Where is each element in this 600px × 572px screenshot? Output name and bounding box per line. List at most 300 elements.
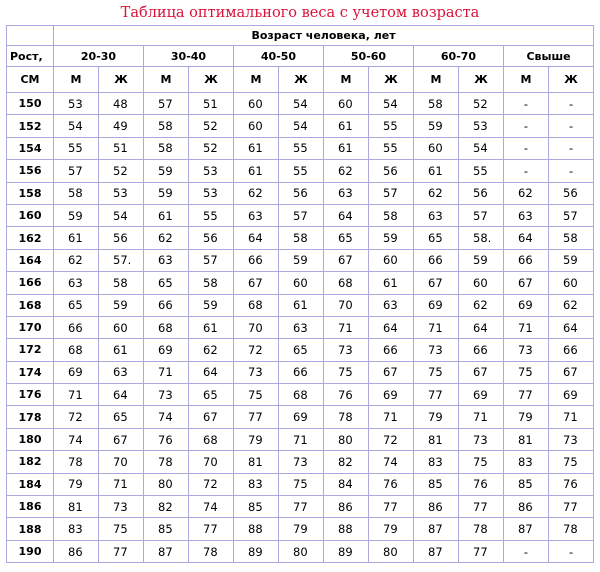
- male-weight-cell: 65: [54, 294, 99, 316]
- male-weight-cell: 62: [324, 160, 369, 182]
- table-row: [7, 518, 594, 540]
- female-weight-cell: 74: [189, 496, 234, 518]
- male-weight-cell: 61: [144, 204, 189, 226]
- male-weight-cell: 84: [324, 473, 369, 495]
- female-weight-cell: 54: [279, 93, 324, 115]
- table-row: [7, 451, 594, 473]
- male-weight-cell: 86: [504, 496, 549, 518]
- female-weight-cell: 69: [549, 384, 594, 406]
- male-weight-cell: 79: [504, 406, 549, 428]
- male-weight-cell: 63: [144, 249, 189, 271]
- table-title: Таблица оптимального веса с учетом возраста: [120, 5, 480, 21]
- female-weight-cell: 55: [459, 160, 504, 182]
- male-weight-cell: 57: [144, 93, 189, 115]
- male-weight-cell: -: [504, 160, 549, 182]
- female-weight-cell: 72: [369, 428, 414, 450]
- female-weight-cell: 75: [99, 518, 144, 540]
- male-weight-cell: 66: [414, 249, 459, 271]
- female-weight-cell: 62: [549, 294, 594, 316]
- male-weight-cell: 67: [234, 272, 279, 294]
- male-header: М: [234, 67, 279, 93]
- male-weight-cell: 81: [414, 428, 459, 450]
- female-weight-cell: 64: [99, 384, 144, 406]
- male-weight-cell: 60: [234, 93, 279, 115]
- female-header: Ж: [189, 67, 234, 93]
- female-weight-cell: 56: [549, 182, 594, 204]
- female-weight-cell: 64: [549, 316, 594, 338]
- female-weight-cell: 73: [279, 451, 324, 473]
- female-weight-cell: 51: [99, 137, 144, 159]
- table-row: [7, 384, 594, 406]
- male-weight-cell: 60: [414, 137, 459, 159]
- table-row: [7, 160, 594, 182]
- female-weight-cell: 75: [459, 451, 504, 473]
- male-weight-cell: 61: [324, 115, 369, 137]
- female-weight-cell: -: [549, 160, 594, 182]
- table-row: [7, 339, 594, 361]
- male-weight-cell: 77: [234, 406, 279, 428]
- male-weight-cell: 63: [54, 272, 99, 294]
- male-weight-cell: 61: [234, 160, 279, 182]
- female-weight-cell: 60: [459, 272, 504, 294]
- male-weight-cell: 67: [324, 249, 369, 271]
- male-weight-cell: 76: [144, 428, 189, 450]
- female-weight-cell: 60: [369, 249, 414, 271]
- male-weight-cell: 67: [504, 272, 549, 294]
- female-weight-cell: 79: [369, 518, 414, 540]
- female-weight-cell: 57: [549, 204, 594, 226]
- female-weight-cell: 64: [189, 361, 234, 383]
- male-weight-cell: 65: [324, 227, 369, 249]
- height-cell: 190: [7, 540, 54, 562]
- female-weight-cell: 71: [369, 406, 414, 428]
- female-weight-cell: 58: [99, 272, 144, 294]
- female-weight-cell: 68: [189, 428, 234, 450]
- female-weight-cell: 62: [459, 294, 504, 316]
- male-weight-cell: 75: [414, 361, 459, 383]
- female-weight-cell: 61: [369, 272, 414, 294]
- female-weight-cell: 75: [549, 451, 594, 473]
- male-weight-cell: 75: [324, 361, 369, 383]
- female-weight-cell: 57: [369, 182, 414, 204]
- female-weight-cell: 54: [369, 93, 414, 115]
- male-weight-cell: 72: [54, 406, 99, 428]
- male-weight-cell: 61: [54, 227, 99, 249]
- female-weight-cell: 77: [279, 496, 324, 518]
- female-weight-cell: 59: [189, 294, 234, 316]
- male-weight-cell: 71: [504, 316, 549, 338]
- male-weight-cell: 68: [54, 339, 99, 361]
- height-cell: 156: [7, 160, 54, 182]
- female-weight-cell: 68: [279, 384, 324, 406]
- male-weight-cell: 77: [414, 384, 459, 406]
- female-weight-cell: 63: [369, 294, 414, 316]
- table-row: [7, 473, 594, 495]
- male-weight-cell: 73: [324, 339, 369, 361]
- female-header: Ж: [459, 67, 504, 93]
- female-weight-cell: 73: [459, 428, 504, 450]
- weight-table: [6, 25, 594, 563]
- male-weight-cell: 80: [144, 473, 189, 495]
- female-weight-cell: 61: [99, 339, 144, 361]
- female-header: Ж: [369, 67, 414, 93]
- table-row: [7, 272, 594, 294]
- table-row: [7, 115, 594, 137]
- female-weight-cell: 74: [369, 451, 414, 473]
- male-weight-cell: 83: [234, 473, 279, 495]
- female-weight-cell: 59: [279, 249, 324, 271]
- male-weight-cell: 62: [414, 182, 459, 204]
- female-weight-cell: 73: [99, 496, 144, 518]
- male-weight-cell: 53: [54, 93, 99, 115]
- male-weight-cell: -: [504, 93, 549, 115]
- female-weight-cell: 67: [459, 361, 504, 383]
- male-weight-cell: 83: [54, 518, 99, 540]
- male-weight-cell: 73: [414, 339, 459, 361]
- female-weight-cell: 77: [369, 496, 414, 518]
- female-weight-cell: 71: [459, 406, 504, 428]
- male-weight-cell: 72: [234, 339, 279, 361]
- female-weight-cell: 63: [279, 316, 324, 338]
- female-weight-cell: 77: [549, 496, 594, 518]
- male-weight-cell: 76: [324, 384, 369, 406]
- height-cell: 176: [7, 384, 54, 406]
- height-cell: 178: [7, 406, 54, 428]
- male-weight-cell: 75: [504, 361, 549, 383]
- male-weight-cell: 64: [234, 227, 279, 249]
- male-weight-cell: 81: [234, 451, 279, 473]
- female-weight-cell: 59: [549, 249, 594, 271]
- female-weight-cell: 54: [279, 115, 324, 137]
- female-weight-cell: 56: [279, 182, 324, 204]
- male-weight-cell: 62: [144, 227, 189, 249]
- height-cell: 170: [7, 316, 54, 338]
- male-weight-cell: 61: [234, 137, 279, 159]
- female-weight-cell: 67: [369, 361, 414, 383]
- female-weight-cell: 66: [549, 339, 594, 361]
- female-weight-cell: 54: [99, 204, 144, 226]
- female-weight-cell: 52: [189, 115, 234, 137]
- male-weight-cell: 57: [54, 160, 99, 182]
- male-weight-cell: 64: [324, 204, 369, 226]
- female-weight-cell: 69: [279, 406, 324, 428]
- female-weight-cell: 72: [189, 473, 234, 495]
- male-weight-cell: 78: [54, 451, 99, 473]
- female-weight-cell: 53: [99, 182, 144, 204]
- male-weight-cell: 83: [414, 451, 459, 473]
- female-weight-cell: 56: [369, 160, 414, 182]
- male-weight-cell: 69: [414, 294, 459, 316]
- height-cell: 152: [7, 115, 54, 137]
- female-weight-cell: 62: [189, 339, 234, 361]
- male-weight-cell: 81: [504, 428, 549, 450]
- height-cell: 186: [7, 496, 54, 518]
- age-group-header: 20-30: [54, 46, 144, 67]
- male-weight-cell: 59: [54, 204, 99, 226]
- female-weight-cell: 60: [99, 316, 144, 338]
- female-weight-cell: 61: [279, 294, 324, 316]
- female-weight-cell: 78: [189, 540, 234, 562]
- male-weight-cell: 58: [414, 93, 459, 115]
- male-weight-cell: 66: [504, 249, 549, 271]
- female-weight-cell: 65: [189, 384, 234, 406]
- female-weight-cell: 58: [279, 227, 324, 249]
- height-cell: 174: [7, 361, 54, 383]
- male-weight-cell: 66: [144, 294, 189, 316]
- male-weight-cell: 59: [144, 160, 189, 182]
- female-weight-cell: 60: [549, 272, 594, 294]
- male-weight-cell: 81: [54, 496, 99, 518]
- age-group-header: Свыше: [504, 46, 594, 67]
- female-weight-cell: 57: [279, 204, 324, 226]
- male-weight-cell: 58: [144, 137, 189, 159]
- female-weight-cell: 77: [189, 518, 234, 540]
- height-cell: 184: [7, 473, 54, 495]
- male-weight-cell: 66: [54, 316, 99, 338]
- age-group-header: 40-50: [234, 46, 324, 67]
- height-cell: 158: [7, 182, 54, 204]
- male-weight-cell: 74: [54, 428, 99, 450]
- female-weight-cell: 55: [369, 137, 414, 159]
- female-weight-cell: 76: [459, 473, 504, 495]
- male-weight-cell: -: [504, 115, 549, 137]
- female-weight-cell: 48: [99, 93, 144, 115]
- male-weight-cell: 77: [504, 384, 549, 406]
- female-weight-cell: 67: [189, 406, 234, 428]
- age-group-header: 50-60: [324, 46, 414, 67]
- female-weight-cell: 64: [369, 316, 414, 338]
- female-weight-cell: 54: [459, 137, 504, 159]
- height-cell: 150: [7, 93, 54, 115]
- male-weight-cell: 61: [414, 160, 459, 182]
- male-weight-cell: 71: [414, 316, 459, 338]
- table-row: [7, 227, 594, 249]
- female-weight-cell: 61: [189, 316, 234, 338]
- female-weight-cell: 76: [369, 473, 414, 495]
- female-weight-cell: -: [549, 540, 594, 562]
- female-weight-cell: 56: [189, 227, 234, 249]
- male-weight-cell: 85: [414, 473, 459, 495]
- female-header: Ж: [549, 67, 594, 93]
- height-cell: 182: [7, 451, 54, 473]
- female-weight-cell: 69: [459, 384, 504, 406]
- male-weight-cell: 85: [504, 473, 549, 495]
- male-weight-cell: 58: [144, 115, 189, 137]
- female-weight-cell: -: [549, 93, 594, 115]
- female-weight-cell: 53: [459, 115, 504, 137]
- male-weight-cell: 71: [54, 384, 99, 406]
- male-weight-cell: 88: [324, 518, 369, 540]
- male-weight-cell: 75: [234, 384, 279, 406]
- female-weight-cell: 59: [99, 294, 144, 316]
- female-weight-cell: 78: [549, 518, 594, 540]
- female-weight-cell: 73: [549, 428, 594, 450]
- height-cell: 172: [7, 339, 54, 361]
- female-weight-cell: 52: [99, 160, 144, 182]
- male-weight-cell: 86: [324, 496, 369, 518]
- male-weight-cell: -: [504, 540, 549, 562]
- male-weight-cell: 67: [414, 272, 459, 294]
- male-weight-cell: 68: [144, 316, 189, 338]
- male-weight-cell: 87: [414, 518, 459, 540]
- height-cell: 162: [7, 227, 54, 249]
- female-weight-cell: 64: [459, 316, 504, 338]
- male-weight-cell: 79: [414, 406, 459, 428]
- male-weight-cell: 86: [54, 540, 99, 562]
- male-weight-cell: 78: [144, 451, 189, 473]
- female-weight-cell: 80: [279, 540, 324, 562]
- male-header: М: [324, 67, 369, 93]
- male-weight-cell: 59: [144, 182, 189, 204]
- female-weight-cell: 69: [369, 384, 414, 406]
- male-weight-cell: 69: [504, 294, 549, 316]
- female-weight-cell: 77: [459, 540, 504, 562]
- female-weight-cell: 58: [549, 227, 594, 249]
- height-cell: 154: [7, 137, 54, 159]
- female-weight-cell: 53: [189, 160, 234, 182]
- female-weight-cell: 79: [279, 518, 324, 540]
- male-weight-cell: 89: [234, 540, 279, 562]
- female-weight-cell: 66: [459, 339, 504, 361]
- female-weight-cell: 55: [369, 115, 414, 137]
- female-weight-cell: 65: [99, 406, 144, 428]
- male-weight-cell: 71: [324, 316, 369, 338]
- female-weight-cell: 52: [189, 137, 234, 159]
- table-row: [7, 540, 594, 562]
- male-weight-cell: 65: [414, 227, 459, 249]
- age-caption: Возраст человека, лет: [54, 26, 594, 46]
- male-weight-cell: 87: [144, 540, 189, 562]
- female-header: Ж: [279, 67, 324, 93]
- female-weight-cell: 78: [459, 518, 504, 540]
- male-weight-cell: 80: [324, 428, 369, 450]
- height-cell: 160: [7, 204, 54, 226]
- male-weight-cell: 62: [234, 182, 279, 204]
- male-weight-cell: 70: [324, 294, 369, 316]
- male-weight-cell: 79: [234, 428, 279, 450]
- female-weight-cell: 67: [99, 428, 144, 450]
- female-weight-cell: -: [549, 137, 594, 159]
- female-weight-cell: 66: [369, 339, 414, 361]
- height-cell: 166: [7, 272, 54, 294]
- male-weight-cell: 85: [144, 518, 189, 540]
- table-row: [7, 137, 594, 159]
- male-weight-cell: 82: [144, 496, 189, 518]
- female-weight-cell: 66: [279, 361, 324, 383]
- male-weight-cell: 66: [234, 249, 279, 271]
- male-weight-cell: 70: [234, 316, 279, 338]
- female-weight-cell: 70: [99, 451, 144, 473]
- male-weight-cell: 58: [54, 182, 99, 204]
- female-weight-cell: 77: [99, 540, 144, 562]
- male-weight-cell: 88: [234, 518, 279, 540]
- female-weight-cell: 57: [459, 204, 504, 226]
- table-row: [7, 496, 594, 518]
- male-weight-cell: 87: [504, 518, 549, 540]
- male-weight-cell: 73: [234, 361, 279, 383]
- male-header: М: [54, 67, 99, 93]
- female-weight-cell: 67: [549, 361, 594, 383]
- male-weight-cell: 69: [54, 361, 99, 383]
- female-weight-cell: 63: [99, 361, 144, 383]
- table-row: [7, 406, 594, 428]
- male-weight-cell: 60: [324, 93, 369, 115]
- male-weight-cell: 82: [324, 451, 369, 473]
- height-unit: СМ: [7, 67, 54, 93]
- table-row: [7, 316, 594, 338]
- male-weight-cell: 83: [504, 451, 549, 473]
- male-weight-cell: 68: [234, 294, 279, 316]
- female-weight-cell: 52: [459, 93, 504, 115]
- female-weight-cell: 55: [189, 204, 234, 226]
- male-weight-cell: 63: [414, 204, 459, 226]
- female-weight-cell: -: [549, 115, 594, 137]
- table-row: [7, 182, 594, 204]
- age-group-header: 60-70: [414, 46, 504, 67]
- female-weight-cell: 71: [99, 473, 144, 495]
- age-group-header: 30-40: [144, 46, 234, 67]
- male-weight-cell: 62: [54, 249, 99, 271]
- male-weight-cell: 79: [54, 473, 99, 495]
- female-weight-cell: 65: [279, 339, 324, 361]
- male-weight-cell: 78: [324, 406, 369, 428]
- female-weight-cell: 59: [369, 227, 414, 249]
- female-weight-cell: 56: [459, 182, 504, 204]
- female-weight-cell: 55: [279, 160, 324, 182]
- male-weight-cell: 87: [414, 540, 459, 562]
- female-weight-cell: 77: [459, 496, 504, 518]
- male-weight-cell: 60: [234, 115, 279, 137]
- male-weight-cell: 86: [414, 496, 459, 518]
- male-header: М: [504, 67, 549, 93]
- female-weight-cell: 59: [459, 249, 504, 271]
- height-cell: 180: [7, 428, 54, 450]
- male-header: М: [414, 67, 459, 93]
- male-weight-cell: 63: [234, 204, 279, 226]
- table-row: [7, 361, 594, 383]
- female-weight-cell: 76: [549, 473, 594, 495]
- female-weight-cell: 56: [99, 227, 144, 249]
- female-weight-cell: 49: [99, 115, 144, 137]
- female-weight-cell: 71: [279, 428, 324, 450]
- female-weight-cell: 58: [189, 272, 234, 294]
- table-row: [7, 204, 594, 226]
- corner-cell: [7, 26, 54, 46]
- female-weight-cell: 71: [549, 406, 594, 428]
- female-weight-cell: 57: [189, 249, 234, 271]
- female-weight-cell: 53: [189, 182, 234, 204]
- male-weight-cell: 65: [144, 272, 189, 294]
- female-weight-cell: 75: [279, 473, 324, 495]
- female-header: Ж: [99, 67, 144, 93]
- height-cell: 188: [7, 518, 54, 540]
- male-weight-cell: 63: [324, 182, 369, 204]
- male-weight-cell: 54: [54, 115, 99, 137]
- table-row: [7, 93, 594, 115]
- female-weight-cell: 57.: [99, 249, 144, 271]
- female-weight-cell: 55: [279, 137, 324, 159]
- male-weight-cell: 85: [234, 496, 279, 518]
- male-weight-cell: 61: [324, 137, 369, 159]
- male-weight-cell: 63: [504, 204, 549, 226]
- female-weight-cell: 58: [369, 204, 414, 226]
- female-weight-cell: 58.: [459, 227, 504, 249]
- height-label: Рост,: [7, 46, 54, 67]
- male-weight-cell: 69: [144, 339, 189, 361]
- table-row: [7, 294, 594, 316]
- male-header: М: [144, 67, 189, 93]
- male-weight-cell: 68: [324, 272, 369, 294]
